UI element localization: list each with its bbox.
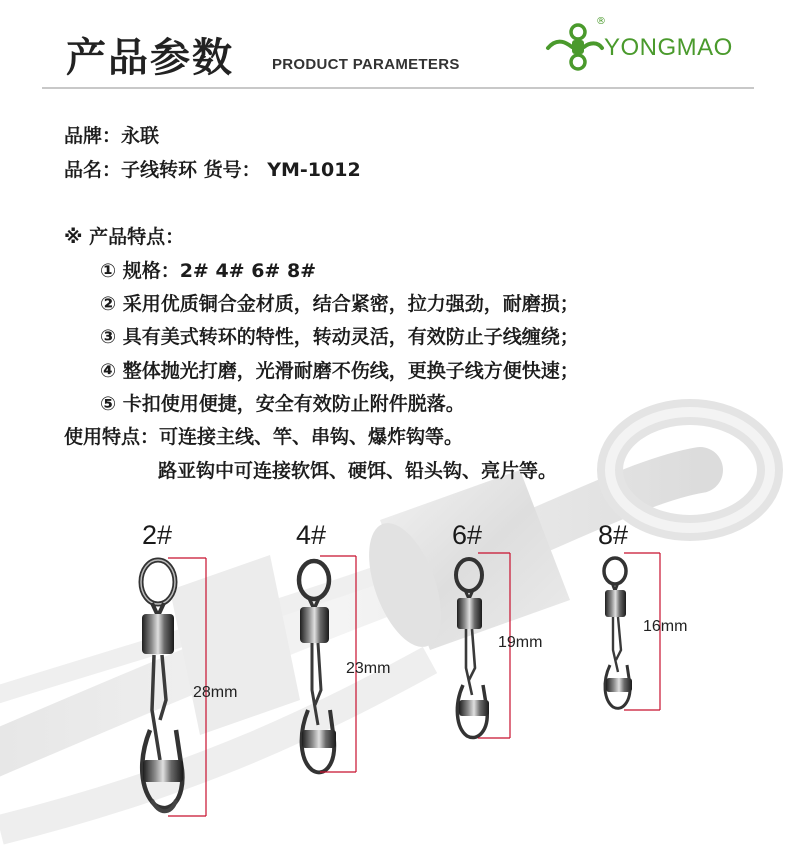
feature-item: ① 规格：2# 4# 6# 8# (100, 260, 317, 282)
features-heading: ※ 产品特点： (64, 226, 185, 248)
brand-logo-text: YONGMAO (604, 34, 733, 61)
swivel-4 (299, 561, 336, 772)
length-label-8: 16mm (643, 618, 688, 635)
size-label-4: 4# (296, 520, 327, 550)
feature-item: ⑤ 卡扣使用便捷，安全有效防止附件脱落。 (100, 393, 465, 415)
swivel-2 (141, 560, 183, 811)
swivel-8 (604, 558, 632, 708)
page-title: 产品参数 (66, 35, 234, 81)
length-label-2: 28mm (193, 684, 238, 701)
size-label-8: 8# (598, 520, 629, 550)
name-model-line: 品名：子线转环 货号： YM-1012 (64, 159, 361, 181)
length-label-6: 19mm (498, 634, 543, 651)
feature-item: ③ 具有美式转环的特性，转动灵活，有效防止子线缠绕； (100, 326, 579, 348)
feature-item: ② 采用优质铜合金材质，结合紧密，拉力强劲，耐磨损； (100, 293, 579, 315)
size-label-2: 2# (142, 520, 173, 550)
swivel-6 (456, 559, 489, 738)
usage-line: 使用特点：可连接主线、竿、串钩、爆炸钩等。 (64, 426, 464, 448)
registered-mark: ® (596, 16, 606, 27)
length-label-4: 23mm (346, 660, 391, 677)
size-label-6: 6# (452, 520, 483, 550)
brand-line: 品牌：永联 (64, 125, 160, 147)
feature-item: ④ 整体抛光打磨，光滑耐磨不伤线，更换子线方便快速； (100, 360, 579, 382)
usage-line-continued: 路亚钩中可连接软饵、硬饵、铅头钩、亮片等。 (158, 460, 558, 482)
page-subtitle: PRODUCT PARAMETERS (272, 56, 460, 73)
